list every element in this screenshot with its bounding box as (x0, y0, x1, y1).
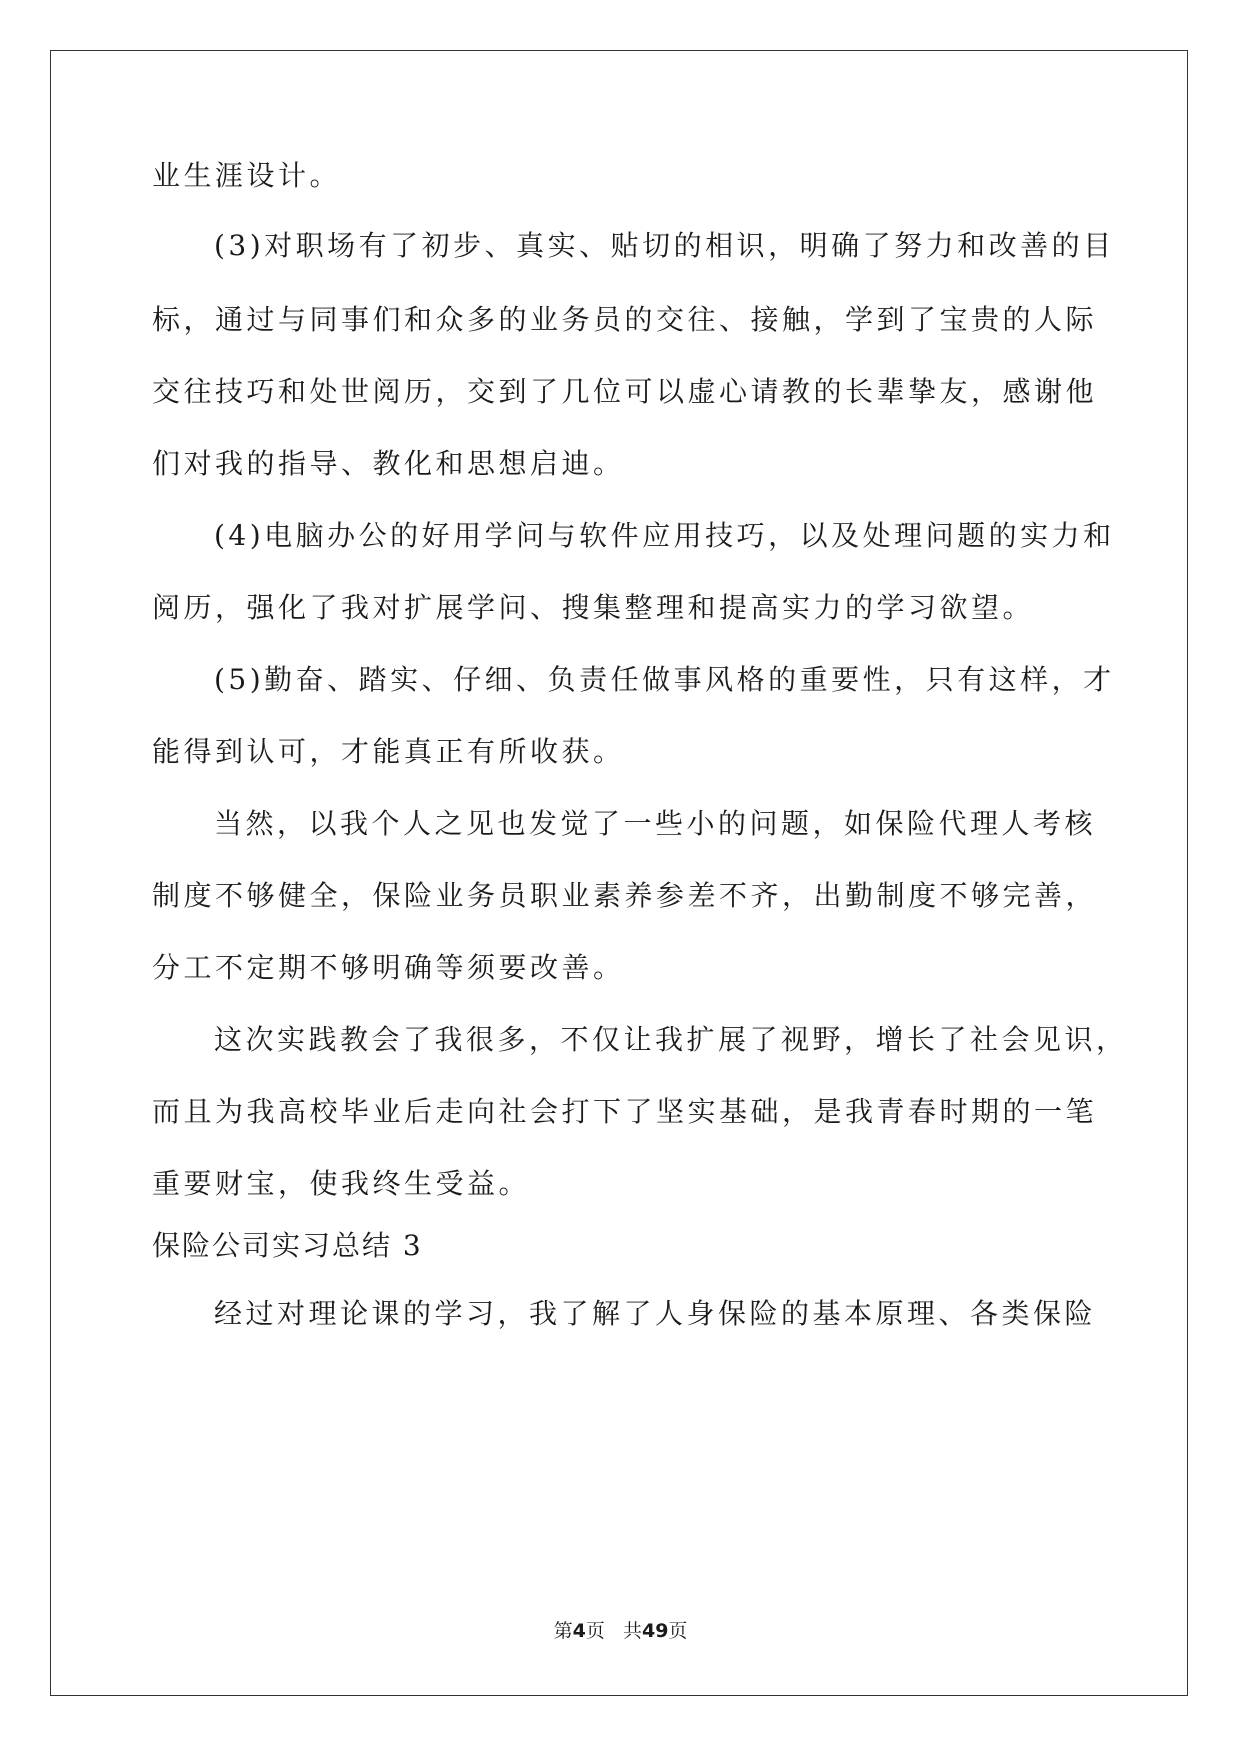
paragraph-line: 分工不定期不够明确等须要改善。 (152, 951, 625, 984)
paragraph-line: 经过对理论课的学习，我了解了人身保险的基本原理、各类保险 (214, 1297, 1097, 1330)
page-footer (0, 1618, 1241, 1644)
footer-total-suffix: 页 (668, 1620, 688, 1642)
paragraph-line: (5)勤奋、踏实、仔细、负责任做事风格的重要性，只有这样，才 (214, 663, 1115, 696)
paragraph-line: 当然，以我个人之见也发觉了一些小的问题，如保险代理人考核 (214, 807, 1097, 840)
paragraph-line: 能得到认可，才能真正有所收获。 (152, 735, 625, 768)
paragraph-line: 这次实践教会了我很多，不仅让我扩展了视野，增长了社会见识， (214, 1023, 1128, 1056)
paragraph-line: 业生涯设计。 (152, 159, 342, 192)
footer-prefix: 第 (553, 1620, 573, 1642)
paragraph-line: (4)电脑办公的好用学问与软件应用技巧，以及处理问题的实力和 (214, 519, 1115, 552)
paragraph-line: 交往技巧和处世阅历，交到了几位可以虚心请教的长辈挚友，感谢他 (152, 375, 1098, 408)
total-pages-number: 49 (641, 1620, 669, 1642)
page-border (50, 50, 1188, 1696)
footer-page-suffix: 页 (585, 1620, 605, 1642)
paragraph-line: 标，通过与同事们和众多的业务员的交往、接触，学到了宝贵的人际 (152, 303, 1098, 336)
current-page-number: 4 (572, 1620, 586, 1642)
paragraph-line: 制度不够健全，保险业务员职业素养参差不齐，出勤制度不够完善， (152, 879, 1098, 912)
section-heading: 保险公司实习总结 3 (152, 1229, 423, 1262)
paragraph-line: 们对我的指导、教化和思想启迪。 (152, 447, 625, 480)
footer-total-prefix: 共 (622, 1620, 642, 1642)
paragraph-line: (3)对职场有了初步、真实、贴切的相识，明确了努力和改善的目 (214, 229, 1115, 262)
paragraph-line: 阅历，强化了我对扩展学问、搜集整理和提高实力的学习欲望。 (152, 591, 1035, 624)
paragraph-line: 而且为我高校毕业后走向社会打下了坚实基础，是我青春时期的一笔 (152, 1095, 1098, 1128)
paragraph-line: 重要财宝，使我终生受益。 (152, 1167, 531, 1200)
